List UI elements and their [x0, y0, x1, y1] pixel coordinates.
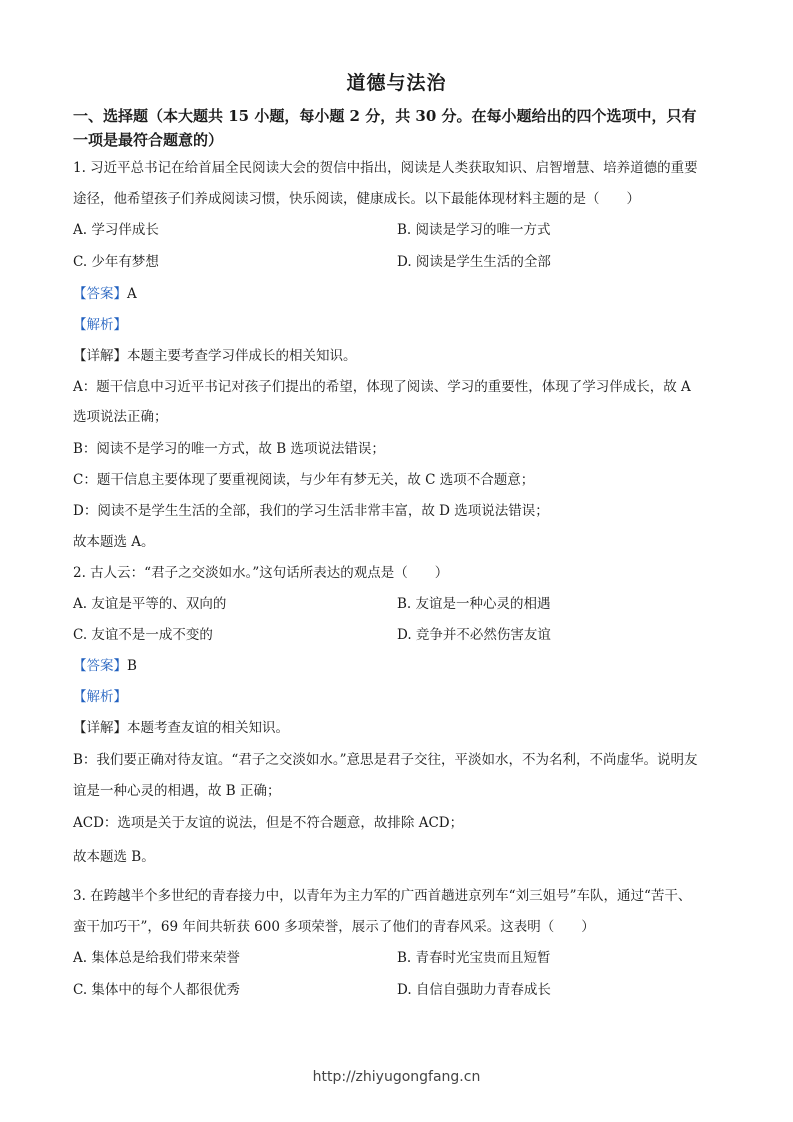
- analysis-tag: 【解析】: [73, 317, 127, 333]
- question-3-stem-line-2: 蛮干加巧干”，69 年间共斩获 600 多项荣誉，展示了他们的青春风采。这表明（ ）: [73, 919, 595, 935]
- question-1-detail: [73, 346, 733, 366]
- question-2-answer: [73, 656, 733, 676]
- question-2-explanation-line: 谊是一种心灵的相遇，故 B 正确；: [73, 783, 281, 799]
- question-1-conclusion: 故本题选 A。: [73, 534, 155, 550]
- question-1-analysis: [73, 315, 733, 335]
- question-2-option-d: D. 竞争并不必然伤害友谊: [397, 627, 551, 643]
- question-1-stem-line-1: 1. 习近平总书记在给首届全民阅读大会的贺信中指出，阅读是人类获取知识、启智增慧、培养道德的重要: [73, 160, 698, 176]
- answer-tag: 【答案】: [73, 658, 127, 674]
- footer-url: http://zhiyugongfang.cn: [312, 1069, 481, 1085]
- question-2-conclusion: 故本题选 B。: [73, 849, 155, 865]
- question-3-option-a: A. 集体总是给我们带来荣誉: [73, 950, 240, 966]
- detail-tag: 【详解】: [73, 348, 127, 364]
- question-1-option-b: B. 阅读是学习的唯一方式: [397, 222, 551, 238]
- question-1-option-d: D. 阅读是学生生活的全部: [397, 254, 551, 270]
- detail-tag: 【详解】: [73, 720, 127, 736]
- question-1-explanation-line: D：阅读不是学生生活的全部，我们的学习生活非常丰富，故 D 选项说法错误；: [73, 503, 549, 519]
- question-1-explanation-line: B：阅读不是学习的唯一方式，故 B 选项说法错误；: [73, 441, 385, 457]
- section-heading-line-2: 一项是最符合题意的）: [73, 131, 224, 149]
- question-2-stem: 2. 古人云：“君子之交淡如水。”这句话所表达的观点是（ ）: [73, 565, 449, 581]
- question-3-option-b: B. 青春时光宝贵而且短暂: [397, 950, 551, 966]
- detail-text: 本题考查友谊的相关知识。: [127, 720, 289, 736]
- question-3-stem-line-1: 3. 在跨越半个多世纪的青春接力中，以青年为主力军的广西首趟进京列车“刘三姐号”车队，通过“苦干、: [73, 888, 692, 904]
- section-heading-line-1: 一、选择题（本大题共 15 小题，每小题 2 分，共 30 分。在每小题给出的四个选项中，只有: [73, 107, 697, 125]
- question-2-option-b: B. 友谊是一种心灵的相遇: [397, 596, 551, 612]
- detail-text: 本题主要考查学习伴成长的相关知识。: [127, 348, 357, 364]
- question-1-option-c: C. 少年有梦想: [73, 254, 159, 270]
- page-title: 道德与法治: [346, 72, 447, 94]
- question-1-explanation-line: C：题干信息主要体现了要重视阅读，与少年有梦无关，故 C 选项不合题意；: [73, 472, 535, 488]
- question-1-stem-line-2: 途径，他希望孩子们养成阅读习惯，快乐阅读，健康成长。以下最能体现材料主题的是（ ）: [73, 191, 640, 207]
- answer-value: B: [127, 658, 137, 674]
- answer-value: A: [127, 286, 137, 302]
- question-3-option-c: C. 集体中的每个人都很优秀: [73, 982, 240, 998]
- question-2-option-a: A. 友谊是平等的、双向的: [73, 596, 227, 612]
- question-2-option-c: C. 友谊不是一成不变的: [73, 627, 213, 643]
- question-2-explanation-line: ACD：选项是关于友谊的说法，但是不符合题意，故排除 ACD；: [73, 815, 464, 831]
- question-2-analysis: [73, 687, 733, 707]
- question-1-option-a: A. 学习伴成长: [73, 222, 159, 238]
- question-2-detail: [73, 718, 733, 738]
- question-3-option-d: D. 自信自强助力青春成长: [397, 982, 551, 998]
- question-2-explanation-line: B：我们要正确对待友谊。“君子之交淡如水。”意思是君子交往，平淡如水，不为名利，不尚虚华。说明友: [73, 752, 698, 768]
- answer-tag: 【答案】: [73, 286, 127, 302]
- question-1-explanation-line: A：题干信息中习近平书记对孩子们提出的希望，体现了阅读、学习的重要性，体现了学习伴成长，故 A: [73, 379, 691, 395]
- question-1-answer: [73, 284, 733, 304]
- analysis-tag: 【解析】: [73, 689, 127, 705]
- question-1-explanation-line: 选项说法正确；: [73, 409, 168, 425]
